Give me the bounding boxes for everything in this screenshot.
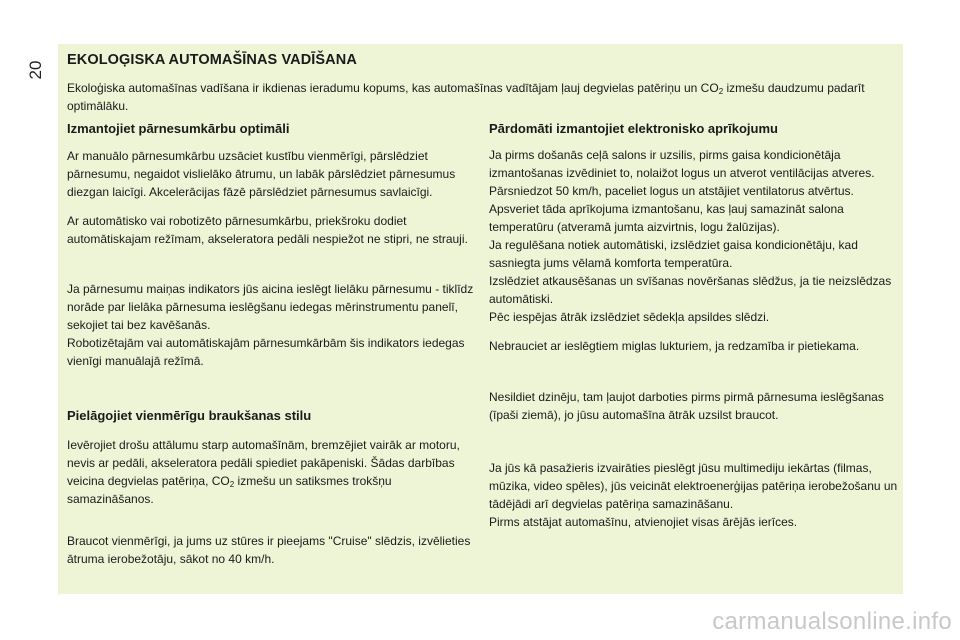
- left-paragraph-distance: [67, 436, 477, 508]
- intro-text-after: izmešu daudzumu padarīt optimālāku.: [67, 81, 865, 113]
- paragraph-text: Robotizētajām vai automātiskajām pārnesumkārbām šis indikators iedegas vienīgi manuālajā režīmā.: [67, 336, 465, 368]
- paragraph-text: Ja jūs kā pasažieris izvairāties pieslēgt jūsu multimediju iekārtas (filmas, mūzika, video spēles), jūs veicināt elektroenerģijas patēriņa ierobežošanu un tādējādi arī degvielas patēriņa samazināšanu.: [489, 461, 898, 511]
- page-title: EKOLOĢISKA AUTOMAŠĪNAS VADĪŠANA: [67, 52, 357, 68]
- left-heading-driving-style: Pielāgojiet vienmērīgu braukšanas stilu: [67, 408, 312, 423]
- paragraph-text: Ja pirms došanās ceļā salons ir uzsilis, pirms gaisa kondicionētāja izmantošanas izvēdiniet to, nolaižot logus un atverot ventilācijas atveres.: [489, 148, 875, 180]
- paragraph-text: Ja regulēšana notiek automātiski, izslēdziet gaisa kondicionētāju, kad sasniegta jums vēlamā komforta temperatūra.: [489, 238, 858, 270]
- paragraph-text: Pārsniedzot 50 km/h, paceliet logus un atstājiet ventilatorus atvērtus.: [489, 184, 854, 198]
- text-after-subscript: izmešu un satiksmes trokšņu samazināšanos.: [67, 474, 392, 506]
- paragraph-text: Nesildiet dzinēju, tam ļaujot darboties pirms pirmā pārnesuma ieslēgšanas (īpaši ziemā), jo jūsu automašīna ātrāk uzsilst braucot.: [489, 390, 884, 422]
- paragraph-text: Pirms atstājat automašīnu, atvienojiet visas ārējās ierīces.: [489, 515, 798, 529]
- paragraph-text: Apsveriet tāda aprīkojuma izmantošanu, kas ļauj samazināt salona temperatūru (atveramā jumta aizvirtnis, logu žalūzijas).: [489, 202, 844, 234]
- left-paragraph-manual: [67, 147, 477, 201]
- paragraph-text: Braucot vienmērīgi, ja jums uz stūres ir pieejams "Cruise" slēdzis, izvēlieties ātruma ierobežotāju, sākot no 40 km/h.: [67, 534, 471, 566]
- left-paragraph-cruise: [67, 532, 477, 568]
- text-before-subscript: Ievērojiet drošu attālumu starp automašīnām, bremzējiet vairāk ar motoru, nevis ar pedāli, akseleratora pedāli spiediet pakāpeniski. Šādas darbības veicina degvielas patēriņa, CO: [67, 438, 460, 488]
- right-paragraph-multimedia: [489, 459, 899, 531]
- subscript: 2: [229, 480, 235, 489]
- intro-subscript: 2: [718, 87, 724, 96]
- left-heading-gearbox: Izmantojiet pārnesumkārbu optimāli: [67, 121, 290, 136]
- intro-text-before: Ekoloģiska automašīnas vadīšana ir ikdienas ieradumu kopums, kas automašīnas vadītājam ļauj degvielas patēriņu un CO: [67, 81, 719, 95]
- right-paragraph-engine-warmup: [489, 388, 899, 424]
- paragraph-text: Pēc iespējas ātrāk izslēdziet sēdekļa apsildes slēdzi.: [489, 310, 770, 324]
- right-heading-electronics: Pārdomāti izmantojiet elektronisko aprīkojumu: [489, 121, 778, 136]
- right-paragraph-climate: [489, 146, 899, 326]
- paragraph-text: Ja pārnesumu maiņas indikators jūs aicina ieslēgt lielāku pārnesumu - tiklīdz norāde par lielāka pārnesuma ieslēgšanu iedegas mērinstrumentu panelī, sekojiet tai bez kavēšanās.: [67, 282, 474, 332]
- paragraph-text: Nebrauciet ar ieslēgtiem miglas lukturiem, ja redzamība ir pietiekama.: [489, 339, 860, 353]
- left-paragraph-automatic: [67, 212, 477, 248]
- left-paragraph-indicator: [67, 280, 477, 370]
- watermark: carmanualsonline.info: [712, 608, 952, 635]
- paragraph-text: Ar manuālo pārnesumkārbu uzsāciet kustību vienmērīgi, pārslēdziet pārnesumu, negaidot vislielāko ātrumu, un labāk pārslēdziet pārnesumus diezgan laicīgi. Akcelerācijas fāzē pārslēdziet pārnesumus savlaicīgi.: [67, 149, 456, 199]
- intro-paragraph: [67, 79, 897, 115]
- paragraph-text: Izslēdziet atkausēšanas un svīšanas novēršanas slēdžus, ja tie neizslēdzas automātiski.: [489, 274, 892, 306]
- right-paragraph-fog-lights: [489, 337, 899, 355]
- page-number: 20: [26, 60, 45, 80]
- paragraph-text: Ar automātisko vai robotizēto pārnesumkārbu, priekšroku dodiet automātiskajam režīmam, akseleratora pedāli nespiežot ne stipri, ne strauji.: [67, 214, 468, 246]
- paragraph-text: [67, 436, 477, 508]
